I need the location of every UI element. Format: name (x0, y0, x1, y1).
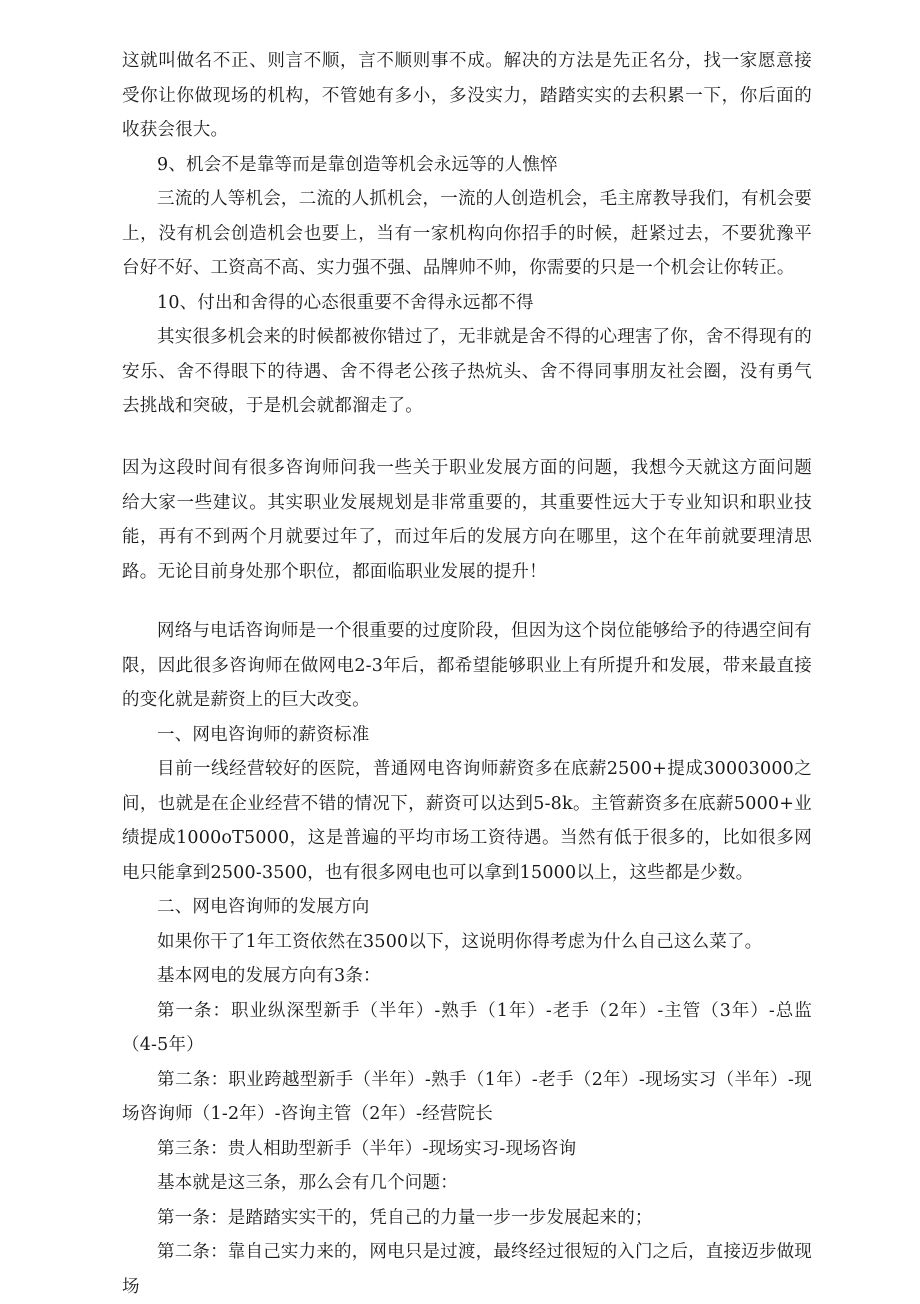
section-opportunity (122, 44, 812, 424)
paragraph: 这就叫做名不正、则言不顺，言不顺则事不成。解决的方法是先正名分，找一家愿意接受你让你做现场的机构，不管她有多小，多没实力，踏踏实实的去积累一下，你后面的收获会很大。 (122, 51, 812, 140)
question-item: 第一条：是踏踏实实干的，凭自己的力量一步一步发展起来的； (157, 1207, 653, 1228)
paragraph: 因为这段时间有很多咨询师问我一些关于职业发展方面的问题，我想今天就这方面问题给大家一些建议。其实职业发展规划是非常重要的，其重要性远大于专业知识和职业技能，再有不到两个月就要过年了，而过年后的发展方向在哪里，这个在年前就要理清思路。无论目前身处那个职位，都面临职业发展的提升！ (122, 458, 812, 582)
path-item: 第二条：职业跨越型新手（半年）-熟手（1年）-老手（2年）-现场实习（半年）-现场咨询师（1-2年）-咨询主管（2年）-经营院长 (122, 1069, 812, 1124)
heading-point-9: 9、机会不是靠等而是靠创造等机会永远等的人憔悴 (157, 154, 558, 175)
paragraph: 目前一线经营较好的医院，普通网电咨询师薪资多在底薪2500+提成30003000之间，也就是在企业经营不错的情况下，薪资可以达到5-8k。主管薪资多在底薪5000+业绩提成1000oT5000，这是普遍的平均市场工资待遇。当然有低于很多的，比如很多网电只能拿到2500-3500，也有很多网电也可以拿到15000以上，这些都是少数。 (122, 759, 812, 883)
paragraph: 基本网电的发展方向有3条： (157, 966, 381, 986)
section-career-intro (122, 451, 812, 589)
heading-development-direction: 二、网电咨询师的发展方向 (157, 897, 370, 917)
paragraph: 如果你干了1年工资依然在3500以下，这说明你得考虑为什么自己这么菜了。 (157, 931, 763, 952)
heading-point-10: 10、付出和舍得的心态很重要不舍得永远都不得 (157, 292, 534, 313)
paragraph: 三流的人等机会，二流的人抓机会，一流的人创造机会，毛主席教导我们，有机会要上，没有机会创造机会也要上，当有一家机构向你招手的时候，赶紧过去，不要犹豫平台好不好、工资高不高、实力强不强、品牌帅不帅，你需要的只是一个机会让你转正。 (122, 189, 812, 278)
paragraph: 网络与电话咨询师是一个很重要的过度阶段，但因为这个岗位能够给予的待遇空间有限，因此很多咨询师在做网电2-3年后，都希望能够职业上有所提升和发展，带来最直接的变化就是薪资上的巨大改变。 (122, 621, 812, 710)
question-item: 第二条：靠自己实力来的，网电只是过渡，最终经过很短的入门之后，直接迈步做现场 (122, 1242, 812, 1297)
path-item: 第三条：贵人相助型新手（半年）-现场实习-现场咨询 (157, 1138, 577, 1159)
path-item: 第一条：职业纵深型新手（半年）-熟手（1年）-老手（2年）-主管（3年）-总监（4-5年） (122, 1000, 812, 1055)
paragraph: 基本就是这三条，那么会有几个问题： (157, 1173, 458, 1193)
heading-salary-standard: 一、网电咨询师的薪资标准 (157, 724, 370, 745)
paragraph: 其实很多机会来的时候都被你错过了，无非就是舍不得的心理害了你，舍不得现有的安乐、舍不得眼下的待遇、舍不得老公孩子热炕头、舍不得同事朋友社会圈，没有勇气去挑战和突破，于是机会就都溜走了。 (122, 327, 812, 416)
section-consultant-development (122, 614, 812, 1304)
